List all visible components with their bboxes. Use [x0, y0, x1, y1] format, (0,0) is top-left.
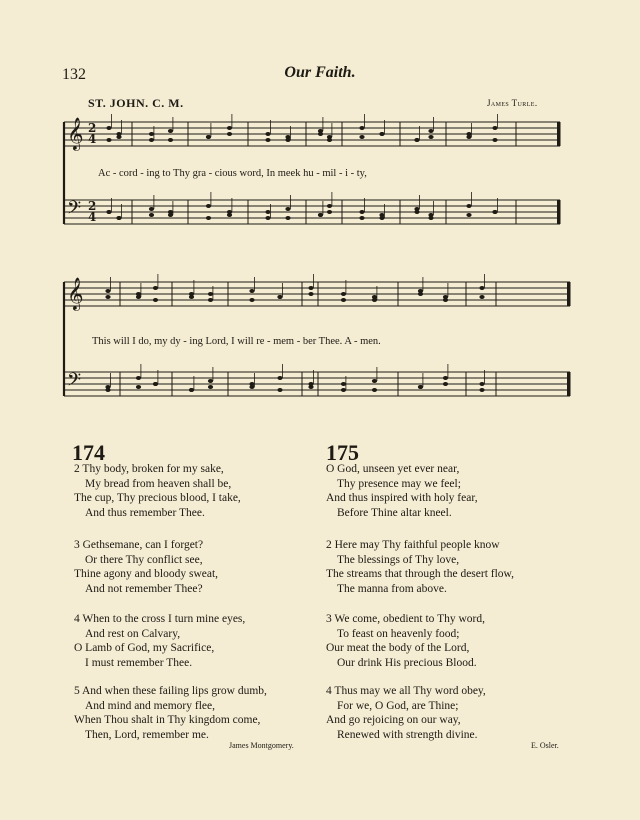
note-head — [189, 295, 194, 299]
note-head — [285, 135, 290, 139]
lyrics-line-1: Ac - cord - ing to Thy gra - cious word, In meek hu - mil - i - ty, — [98, 168, 367, 179]
note-head — [418, 385, 423, 389]
note-head — [249, 289, 254, 293]
final-barline — [557, 200, 560, 224]
verse-line: Renewed with strength divine. — [337, 728, 478, 741]
hymn-175-stanza — [326, 684, 486, 742]
verse-line: And thus remember Thee. — [85, 506, 205, 519]
verse-line: 4 When to the cross I turn mine eyes, — [74, 613, 246, 625]
note-head — [379, 132, 384, 136]
verse-line: 4 Thus may we all Thy word obey, — [326, 685, 486, 697]
note-head — [105, 289, 110, 293]
verse-line: 2 Here may Thy faithful people know — [326, 539, 500, 551]
note-head — [428, 135, 433, 139]
verse-line: The streams that through the desert flow, — [326, 568, 514, 581]
tune-name: ST. JOHN. C. M. — [88, 96, 184, 110]
verse-line: Then, Lord, remember me. — [85, 728, 209, 741]
note-head — [492, 210, 497, 214]
note-head — [479, 286, 484, 290]
hymn-174-stanza — [74, 538, 218, 596]
bass-clef-icon: 𝄢 — [67, 198, 82, 223]
note-head — [206, 135, 211, 139]
time-signature-digit: 2 — [88, 199, 97, 213]
verse-line: For we, O God, are Thine; — [337, 699, 459, 712]
note-head — [327, 210, 332, 214]
hymn-175-author: E. Osler. — [531, 741, 559, 750]
final-barline — [557, 122, 560, 146]
verse-line: Or there Thy conflict see, — [85, 553, 203, 566]
hymn-174-stanza — [74, 462, 241, 520]
note-head — [106, 126, 111, 130]
note-head — [277, 295, 282, 299]
final-barline — [567, 282, 570, 306]
note-head — [341, 388, 346, 392]
note-head — [341, 292, 346, 296]
time-signature-digit: 4 — [88, 132, 97, 146]
note-head — [153, 382, 158, 386]
note-head — [479, 388, 484, 392]
note-head — [189, 388, 194, 392]
note-head — [318, 213, 323, 217]
note-head — [418, 292, 423, 296]
note-head — [149, 207, 154, 211]
note-head — [149, 132, 154, 136]
verse-line: 5 And when these failing lips grow dumb, — [74, 685, 267, 697]
verse-line: 3 We come, obedient to Thy word, — [326, 613, 485, 625]
verse-line: And go rejoicing on our way, — [326, 714, 461, 727]
note-head — [327, 138, 332, 142]
note-head — [208, 379, 213, 383]
note-head — [106, 210, 111, 214]
note-head — [372, 295, 377, 299]
note-head — [414, 210, 419, 214]
treble-clef-icon: 𝄞 — [67, 277, 84, 310]
note-head — [206, 216, 211, 220]
note-head — [341, 298, 346, 302]
note-head — [105, 388, 110, 392]
note-head — [227, 126, 232, 130]
bass-clef-icon: 𝄢 — [67, 370, 82, 395]
note-head — [479, 382, 484, 386]
note-head — [116, 135, 121, 139]
note-head — [466, 204, 471, 208]
note-head — [466, 132, 471, 136]
verse-line: And rest on Calvary, — [85, 627, 181, 640]
note-head — [153, 286, 158, 290]
note-head — [265, 216, 270, 220]
note-head — [428, 129, 433, 133]
note-head — [308, 292, 313, 296]
hymn-174-author: James Montgomery. — [229, 741, 294, 750]
hymn-174-stanza — [74, 684, 267, 742]
note-head — [277, 388, 282, 392]
tune-composer: James Turle. — [487, 98, 538, 108]
note-head — [153, 298, 158, 302]
verse-line: Thine agony and bloody sweat, — [74, 568, 219, 581]
note-head — [105, 295, 110, 299]
treble-clef-icon: 𝄞 — [67, 117, 84, 150]
hymn-175-stanza — [326, 612, 485, 670]
note-head — [372, 388, 377, 392]
note-head — [318, 132, 323, 136]
note-head — [106, 138, 111, 142]
note-head — [308, 385, 313, 389]
hymn-174-stanza — [74, 612, 245, 670]
note-head — [249, 298, 254, 302]
note-head — [443, 298, 448, 302]
note-head — [285, 216, 290, 220]
verse-line: O Lamb of God, my Sacrifice, — [74, 642, 215, 655]
note-head — [277, 376, 282, 380]
note-head — [372, 379, 377, 383]
note-head — [265, 138, 270, 142]
lyrics-line-2: This will I do, my dy - ing Lord, I will re - mem - ber Thee. A - men. — [92, 336, 381, 347]
verse-line: The manna from above. — [337, 582, 447, 595]
verse-line: My bread from heaven shall be, — [85, 477, 232, 490]
note-head — [168, 138, 173, 142]
note-head — [208, 292, 213, 296]
note-head — [308, 286, 313, 290]
hymn-number-174: 174 — [72, 440, 105, 465]
note-head — [136, 385, 141, 389]
note-head — [168, 210, 173, 214]
note-head — [227, 213, 232, 217]
note-head — [466, 213, 471, 217]
note-head — [136, 292, 141, 296]
verse-line: I must remember Thee. — [85, 656, 193, 669]
note-head — [443, 382, 448, 386]
note-head — [149, 138, 154, 142]
note-head — [492, 126, 497, 130]
note-head — [359, 135, 364, 139]
verse-line: Our drink His precious Blood. — [337, 656, 477, 669]
final-barline — [567, 372, 570, 396]
verse-line: Our meat the body of the Lord, — [326, 642, 470, 655]
note-head — [379, 213, 384, 217]
note-head — [116, 216, 121, 220]
verse-line: And thus inspired with holy fear, — [326, 492, 478, 505]
note-head — [359, 126, 364, 130]
page-number: 132 — [62, 66, 86, 83]
note-head — [285, 207, 290, 211]
note-head — [227, 132, 232, 136]
running-title: Our Faith. — [284, 64, 356, 81]
verse-line: The cup, Thy precious blood, I take, — [74, 492, 241, 505]
note-head — [265, 210, 270, 214]
note-head — [359, 210, 364, 214]
note-head — [208, 298, 213, 302]
verse-line: And not remember Thee? — [85, 582, 203, 595]
note-head — [479, 295, 484, 299]
verse-line: 3 Gethsemane, can I forget? — [74, 539, 204, 551]
note-head — [249, 382, 254, 386]
note-head — [327, 204, 332, 208]
hymn-175-stanza — [326, 538, 514, 596]
verse-line: To feast on heavenly food; — [337, 627, 460, 640]
note-head — [341, 382, 346, 386]
verse-line: And mind and memory flee, — [85, 699, 215, 712]
time-signature-digit: 2 — [88, 121, 97, 135]
time-signature-digit: 4 — [88, 210, 97, 224]
verse-line: O God, unseen yet ever near, — [326, 463, 460, 475]
verse-line: Thy presence may we feel; — [337, 477, 461, 490]
note-head — [208, 385, 213, 389]
note-head — [359, 216, 364, 220]
note-head — [206, 204, 211, 208]
hymn-number-175: 175 — [326, 440, 359, 465]
note-head — [443, 376, 448, 380]
verse-line: The blessings of Thy love, — [337, 553, 460, 566]
verse-line: 2 Thy body, broken for my sake, — [74, 463, 224, 475]
hymn-175-stanza — [326, 462, 478, 520]
verse-line: When Thou shalt in Thy kingdom come, — [74, 714, 261, 727]
note-head — [414, 138, 419, 142]
note-head — [149, 213, 154, 217]
note-head — [136, 376, 141, 380]
note-head — [428, 216, 433, 220]
note-head — [168, 129, 173, 133]
note-head — [492, 138, 497, 142]
note-head — [265, 132, 270, 136]
verse-line: Before Thine altar kneel. — [337, 506, 452, 519]
